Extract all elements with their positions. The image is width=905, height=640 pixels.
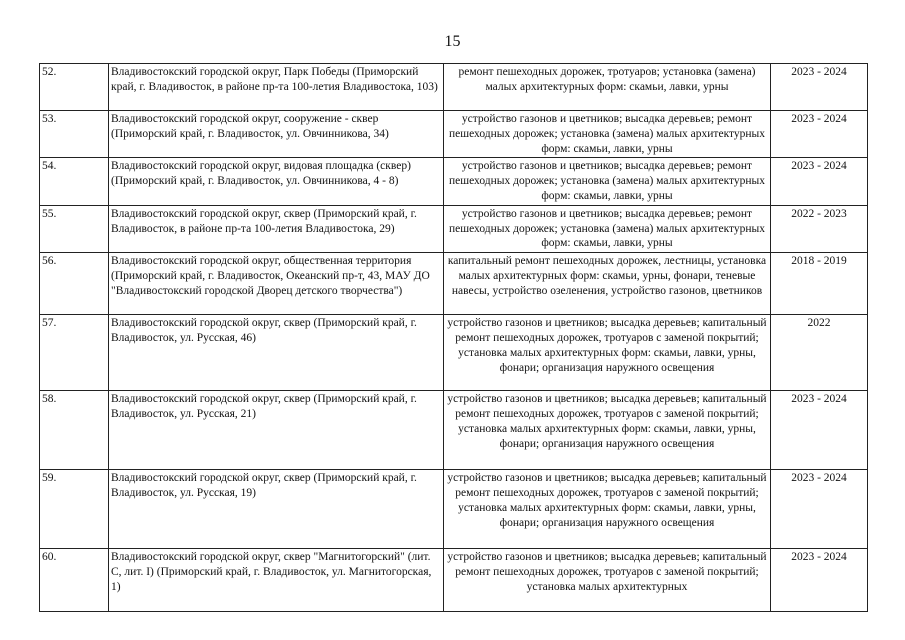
works-description: устройство газонов и цветников; высадка деревьев; капитальный ремонт пешеходных дорожек, тротуаров с заменой покрытий; установка малых архитектурных xyxy=(444,549,771,612)
works-description: устройство газонов и цветников; высадка деревьев; капитальный ремонт пешеходных дорожек, тротуаров с заменой покрытий; установка малых архитектурных форм: скамьи, лавки, урны, фонари; организация наружного освещения xyxy=(444,315,771,391)
table-row xyxy=(40,64,868,111)
implementation-years: 2023 - 2024 xyxy=(771,391,868,470)
row-number: 54. xyxy=(40,158,109,205)
row-number: 55. xyxy=(40,205,109,252)
page-number: 15 xyxy=(444,33,461,50)
table-row xyxy=(40,315,868,391)
works-description: устройство газонов и цветников; высадка деревьев; ремонт пешеходных дорожек; установка (замена) малых архитектурных форм: скамьи, лавки, урны xyxy=(444,158,771,205)
object-address: Владивостокский городской округ, сквер (Приморский край, г. Владивосток, в районе пр-та 100-летия Владивостока, 29) xyxy=(109,205,444,252)
object-address: Владивостокский городской округ, видовая площадка (сквер) (Приморский край, г. Владивосток, ул. Овчинникова, 4 - 8) xyxy=(109,158,444,205)
table-row xyxy=(40,470,868,549)
object-address: Владивостокский городской округ, сквер (Приморский край, г. Владивосток, ул. Русская, 46) xyxy=(109,315,444,391)
implementation-years: 2022 xyxy=(771,315,868,391)
implementation-years: 2023 - 2024 xyxy=(771,470,868,549)
table-row xyxy=(40,111,868,158)
row-number: 58. xyxy=(40,391,109,470)
implementation-years: 2023 - 2024 xyxy=(771,111,868,158)
improvement-objects-table xyxy=(39,63,868,612)
object-address: Владивостокский городской округ, сквер "Магнитогорский" (лит. С, лит. I) (Приморский край, г. Владивосток, ул. Магнитогорская, 1) xyxy=(109,549,444,612)
implementation-years: 2022 - 2023 xyxy=(771,205,868,252)
object-address: Владивостокский городской округ, сооружение - сквер (Приморский край, г. Владивосток, ул. Овчинникова, 34) xyxy=(109,111,444,158)
implementation-years: 2023 - 2024 xyxy=(771,549,868,612)
object-address: Владивостокский городской округ, сквер (Приморский край, г. Владивосток, ул. Русская, 19) xyxy=(109,470,444,549)
works-description: устройство газонов и цветников; высадка деревьев; ремонт пешеходных дорожек; установка (замена) малых архитектурных форм: скамьи, лавки, урны xyxy=(444,111,771,158)
works-description: капитальный ремонт пешеходных дорожек, лестницы, установка малых архитектурных форм: скамьи, урны, фонари, теневые навесы, устройство озеленения, устройство газонов, цветников xyxy=(444,253,771,315)
row-number: 56. xyxy=(40,253,109,315)
works-description: устройство газонов и цветников; высадка деревьев; капитальный ремонт пешеходных дорожек, тротуаров с заменой покрытий; установка малых архитектурных форм: скамьи, лавки, урны, фонари; организация наружного освещения xyxy=(444,391,771,470)
works-description: устройство газонов и цветников; высадка деревьев; ремонт пешеходных дорожек; установка (замена) малых архитектурных форм: скамьи, лавки, урны xyxy=(444,205,771,252)
table-row xyxy=(40,205,868,252)
implementation-years: 2018 - 2019 xyxy=(771,253,868,315)
row-number: 60. xyxy=(40,549,109,612)
row-number: 53. xyxy=(40,111,109,158)
object-address: Владивостокский городской округ, сквер (Приморский край, г. Владивосток, ул. Русская, 21) xyxy=(109,391,444,470)
works-description: устройство газонов и цветников; высадка деревьев; капитальный ремонт пешеходных дорожек, тротуаров с заменой покрытий; установка малых архитектурных форм: скамьи, лавки, урны, фонари; организация наружного освещения xyxy=(444,470,771,549)
table-row xyxy=(40,253,868,315)
implementation-years: 2023 - 2024 xyxy=(771,64,868,111)
object-address: Владивостокский городской округ, общественная территория (Приморский край, г. Владивосток, Океанский пр-т, 43, МАУ ДО "Владивостокский городской Дворец детского творчества") xyxy=(109,253,444,315)
implementation-years: 2023 - 2024 xyxy=(771,158,868,205)
table-row xyxy=(40,391,868,470)
row-number: 52. xyxy=(40,64,109,111)
works-description: ремонт пешеходных дорожек, тротуаров; установка (замена) малых архитектурных форм: скамьи, лавки, урны xyxy=(444,64,771,111)
object-address: Владивостокский городской округ, Парк Победы (Приморский край, г. Владивосток, в районе пр-та 100-летия Владивостока, 103) xyxy=(109,64,444,111)
row-number: 57. xyxy=(40,315,109,391)
row-number: 59. xyxy=(40,470,109,549)
table-row xyxy=(40,158,868,205)
table-row xyxy=(40,549,868,612)
